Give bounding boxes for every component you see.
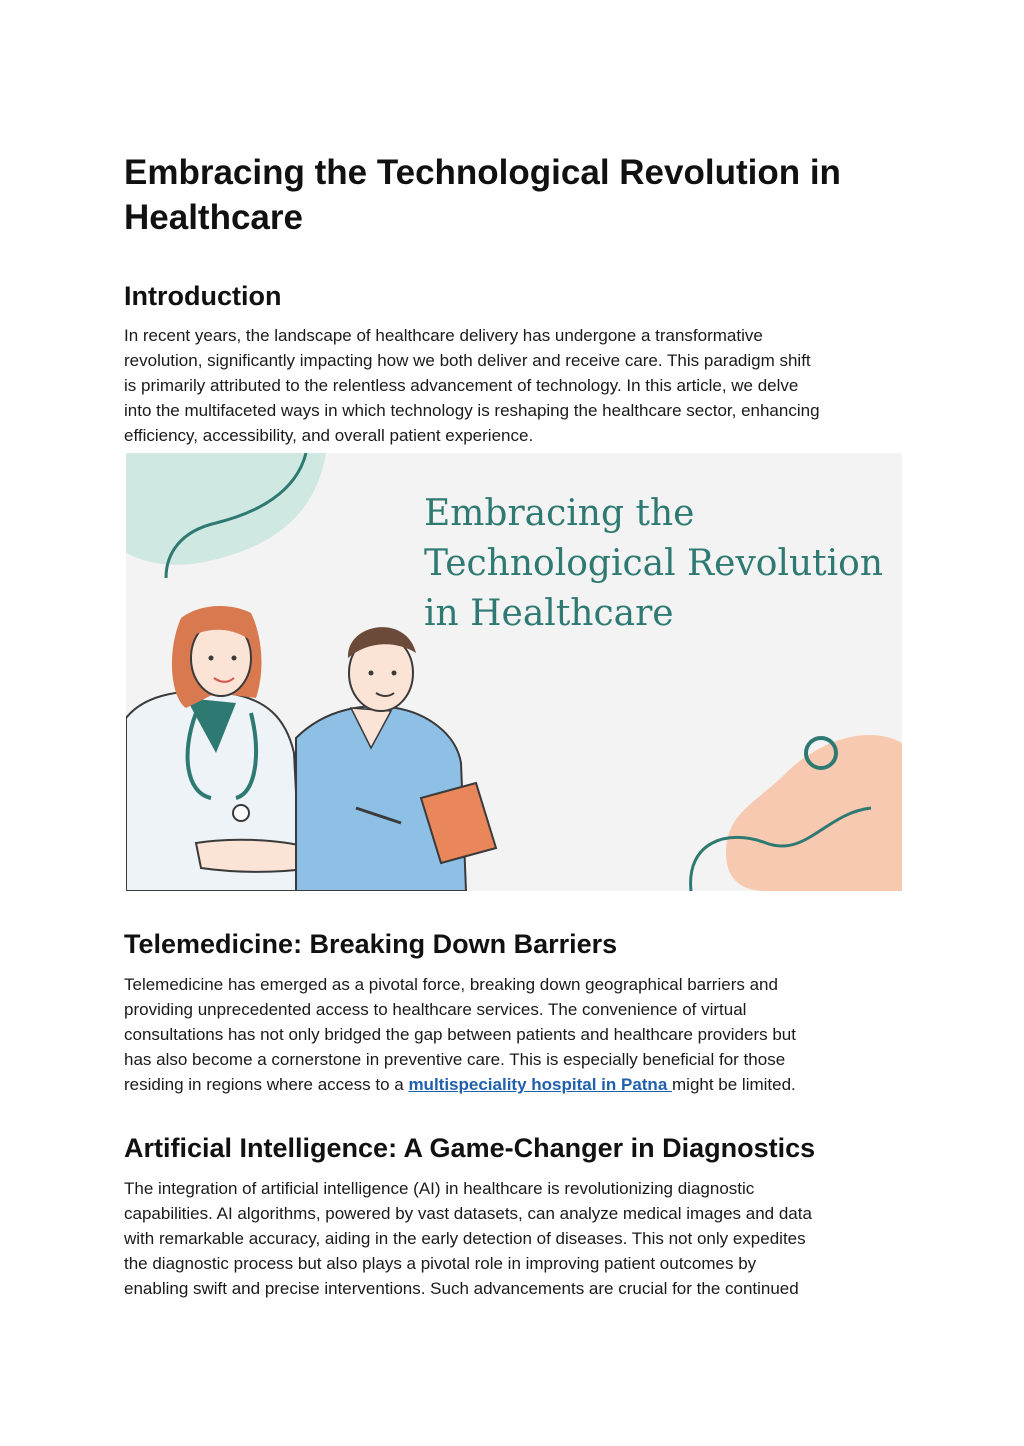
hospital-link[interactable]: multispeciality hospital in Patna: [408, 1075, 672, 1094]
intro-line: In recent years, the landscape of healthcare delivery has undergone a transformative: [124, 326, 763, 345]
intro-line: is primarily attributed to the relentless advancement of technology. In this article, we delve: [124, 376, 799, 395]
section-heading-introduction: Introduction: [124, 281, 282, 311]
ai-line: with remarkable accuracy, aiding in the early detection of diseases. This not only expedites: [124, 1229, 806, 1248]
ai-paragraph: [124, 1176, 899, 1301]
telemedicine-last-line: [124, 1072, 899, 1097]
section-heading-telemedicine: Telemedicine: Breaking Down Barriers: [124, 929, 618, 959]
telemedicine-text-before-link: residing in regions where access to a: [124, 1075, 409, 1094]
ai-line: enabling swift and precise interventions. Such advancements are crucial for the continued: [124, 1279, 799, 1298]
mint-blob: [126, 453, 326, 565]
intro-line: into the multifaceted ways in which technology is reshaping the healthcare sector, enhancing: [124, 401, 820, 420]
intro-line: efficiency, accessibility, and overall patient experience.: [124, 426, 534, 445]
ai-line: The integration of artificial intelligence (AI) in healthcare is revolutionizing diagnostic: [124, 1179, 755, 1198]
hero-title-line: Embracing the: [424, 493, 695, 534]
doctor-figure: [126, 606, 316, 891]
intro-paragraph: [124, 323, 899, 448]
telemedicine-line: has also become a cornerstone in preventive care. This is especially beneficial for those: [124, 1050, 786, 1069]
ai-line: the diagnostic process but also plays a pivotal role in improving patient outcomes by: [124, 1254, 757, 1273]
peach-blob: [726, 735, 902, 891]
nurse-figure: [296, 627, 496, 891]
telemedicine-line: providing unprecedented access to healthcare services. The convenience of virtual: [124, 1000, 747, 1019]
hero-title-line: in Healthcare: [424, 593, 674, 634]
telemedicine-line: Telemedicine has emerged as a pivotal force, breaking down geographical barriers and: [124, 975, 778, 994]
telemedicine-text-after-link: might be limited.: [672, 1075, 796, 1094]
page-title: Embracing the Technological Revolution in Healthcare: [124, 153, 841, 237]
telemedicine-line: consultations has not only bridged the gap between patients and healthcare providers but: [124, 1025, 796, 1044]
hero-illustration: [126, 453, 902, 891]
hero-title: [424, 489, 894, 639]
ai-line: capabilities. AI algorithms, powered by vast datasets, can analyze medical images and data: [124, 1204, 812, 1223]
telemedicine-paragraph: [124, 972, 899, 1097]
intro-line: revolution, significantly impacting how we both deliver and receive care. This paradigm shift: [124, 351, 811, 370]
section-heading-ai: Artificial Intelligence: A Game-Changer in Diagnostics: [124, 1133, 816, 1163]
hero-title-line: Technological Revolution: [424, 543, 884, 584]
